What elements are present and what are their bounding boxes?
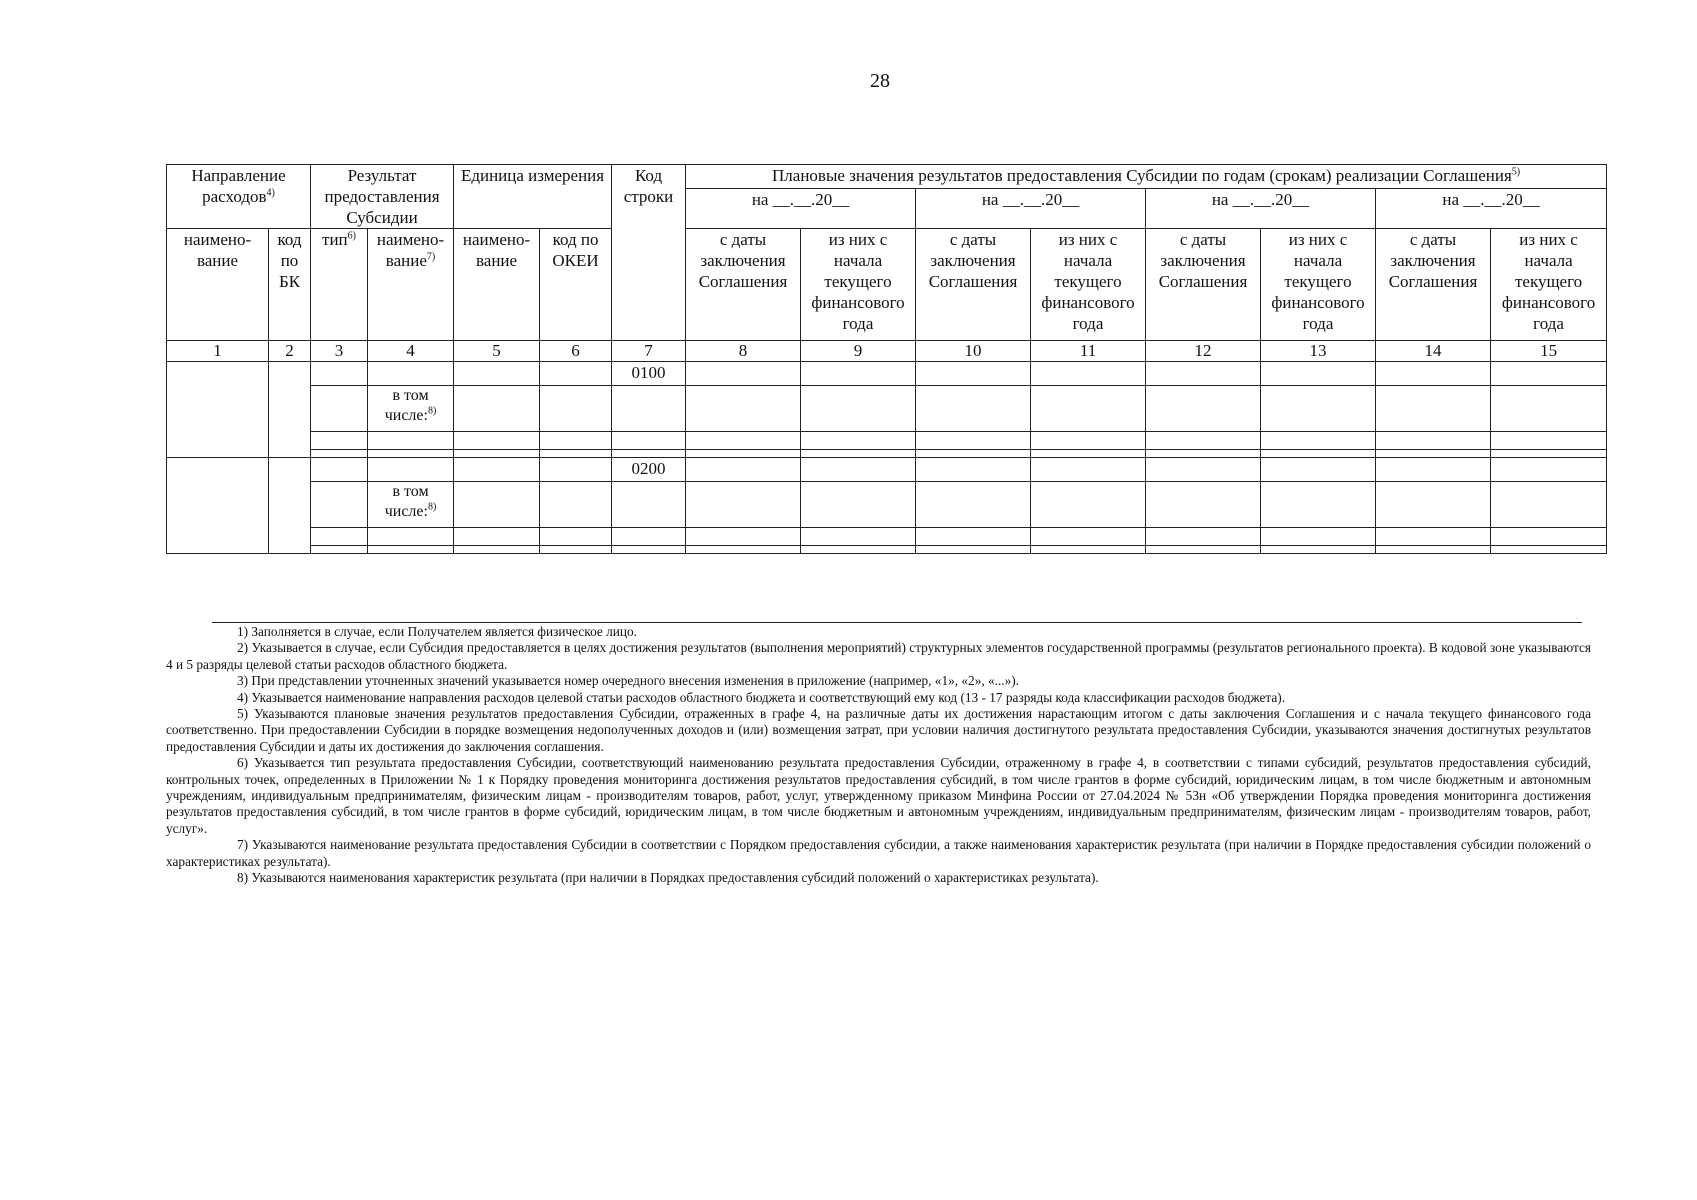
value-cell	[1376, 432, 1491, 450]
column-number: 8	[686, 341, 801, 362]
value-cell	[686, 386, 801, 432]
period-header-3: на __.__.20__	[1146, 189, 1376, 229]
value-cell	[1031, 450, 1146, 458]
header-direction: Направление расходов$^{4)}$	[167, 165, 311, 229]
value-cell	[686, 546, 801, 554]
value-cell	[1376, 482, 1491, 528]
subheader-result-name: наимено-вание$^{7)}$	[368, 229, 454, 341]
subheader-since-agreement-2: с даты заключения Соглашения	[916, 229, 1031, 341]
unit-code-cell	[540, 386, 612, 432]
header-planned-values: Плановые значения результатов предоставления Субсидии по годам (срокам) реализации Соглашения$^{5)}$	[686, 165, 1607, 189]
period-header-4: на __.__.20__	[1376, 189, 1607, 229]
result-type-cell	[311, 546, 368, 554]
value-cell	[916, 528, 1031, 546]
value-cell	[1376, 450, 1491, 458]
value-cell	[1146, 528, 1261, 546]
result-name-cell	[368, 432, 454, 450]
including-label: в том числе:$^{8)}$	[368, 386, 454, 432]
value-cell	[1031, 528, 1146, 546]
value-cell	[1491, 546, 1607, 554]
value-cell	[801, 458, 916, 482]
column-number: 12	[1146, 341, 1261, 362]
value-cell	[916, 546, 1031, 554]
result-type-cell	[311, 386, 368, 432]
header-unit: Единица измерения	[454, 165, 612, 229]
footnote-2: 2) Указывается в случае, если Субсидия предоставляется в целях достижения результатов (выполнения мероприятий) структурных элементов государственной программы (результатов регионального проекта). В кодовой зоне указываются 4 и 5 разряды целевой статьи расходов областного бюджета.	[166, 640, 1591, 672]
column-number: 15	[1491, 341, 1607, 362]
value-cell	[686, 528, 801, 546]
value-cell	[1031, 386, 1146, 432]
row-code-0100: 0100	[612, 362, 686, 386]
value-cell	[1261, 432, 1376, 450]
period-header-2: на __.__.20__	[916, 189, 1146, 229]
unit-code-cell	[540, 528, 612, 546]
subheader-unit-code: код по ОКЕИ	[540, 229, 612, 341]
unit-name-cell	[454, 362, 540, 386]
subheader-result-type: тип$^{6)}$	[311, 229, 368, 341]
value-cell	[916, 386, 1031, 432]
value-cell	[1031, 546, 1146, 554]
value-cell	[1261, 450, 1376, 458]
value-cell	[1031, 458, 1146, 482]
result-type-cell	[311, 432, 368, 450]
unit-name-cell	[454, 546, 540, 554]
unit-code-cell	[540, 458, 612, 482]
page-number: 28	[870, 70, 890, 92]
footnote-3: 3) При представлении уточненных значений указывается номер очередного внесения изменения в приложение (например, «1», «2», «...»).	[237, 673, 1020, 689]
value-cell	[1261, 528, 1376, 546]
footnote-8: 8) Указываются наименования характеристик результата (при наличии в Порядках предоставления субсидий положений о характеристиках результата).	[237, 870, 1099, 886]
row-code-cell	[612, 546, 686, 554]
including-label: в том числе:$^{8)}$	[368, 482, 454, 528]
value-cell	[686, 482, 801, 528]
value-cell	[801, 482, 916, 528]
table-row	[167, 450, 1607, 458]
result-name-cell	[368, 528, 454, 546]
unit-name-cell	[454, 458, 540, 482]
unit-code-cell	[540, 432, 612, 450]
value-cell	[916, 450, 1031, 458]
value-cell	[1491, 482, 1607, 528]
result-type-cell	[311, 362, 368, 386]
value-cell	[1376, 458, 1491, 482]
row-code-cell	[612, 432, 686, 450]
result-name-cell	[368, 458, 454, 482]
direction-code-cell	[269, 458, 311, 554]
table-row	[167, 528, 1607, 546]
footnote-1: 1) Заполняется в случае, если Получателем является физическое лицо.	[237, 624, 637, 639]
value-cell	[916, 432, 1031, 450]
column-number: 13	[1261, 341, 1376, 362]
value-cell	[1491, 386, 1607, 432]
value-cell	[916, 482, 1031, 528]
footnote-separator	[212, 622, 1582, 623]
value-cell	[1146, 386, 1261, 432]
subheader-since-year-3: из них с начала текущего финансового года	[1261, 229, 1376, 341]
value-cell	[1146, 458, 1261, 482]
value-cell	[1031, 362, 1146, 386]
direction-name-cell	[167, 458, 269, 554]
value-cell	[1491, 528, 1607, 546]
column-number: 6	[540, 341, 612, 362]
column-number: 2	[269, 341, 311, 362]
column-number: 10	[916, 341, 1031, 362]
table-row	[167, 386, 1607, 432]
row-code-cell	[612, 482, 686, 528]
result-type-cell	[311, 482, 368, 528]
table-row	[167, 546, 1607, 554]
value-cell	[1491, 458, 1607, 482]
value-cell	[1261, 362, 1376, 386]
value-cell	[801, 362, 916, 386]
result-name-cell	[368, 546, 454, 554]
row-code-cell	[612, 386, 686, 432]
value-cell	[1261, 386, 1376, 432]
column-number: 11	[1031, 341, 1146, 362]
unit-name-cell	[454, 386, 540, 432]
footnote-6: 6) Указывается тип результата предоставления Субсидии, соответствующий наименованию результата предоставления Субсидии, отраженному в графе 4, в соответствии с типами субсидий, результатов предоставления субсидий, контрольных точек, определенных в Приложении № 1 к Порядку проведения мониторинга достижения результатов предоставления субсидий, в том числе грантов в форме субсидий, юридическим лицам, в том числе бюджетным и автономным учреждениям, индивидуальным предпринимателям, физическим лицам - производителям товаров, работ, услуг, утвержденному приказом Минфина России от 27.04.2024 № 53н «Об утверждении Порядка проведения мониторинга достижения результатов предоставления субсидий, в том числе грантов в форме субсидий, юридическим лицам, в том числе бюджетным и автономным учреждениям, индивидуальным предпринимателям, физическим лицам - производителям товаров, работ, услуг».	[166, 755, 1591, 836]
unit-name-cell	[454, 528, 540, 546]
footnote-5: 5) Указываются плановые значения результатов предоставления Субсидии, отраженных в графе 4, на различные даты их достижения нарастающим итогом с даты заключения Соглашения и с начала текущего финансового года соответственно. При предоставлении Субсидии в порядке возмещения недополученных доходов и (или) возмещения затрат, при условии наличия достигнутого результата предоставления Субсидии, указываются значения достигнутых результатов предоставления Субсидии и даты их достижения до заключения соглашения.	[166, 706, 1591, 754]
direction-name-cell	[167, 362, 269, 458]
column-numbers-row	[167, 341, 1607, 362]
result-type-cell	[311, 458, 368, 482]
period-header-1: на __.__.20__	[686, 189, 916, 229]
value-cell	[1491, 432, 1607, 450]
table-row	[167, 482, 1607, 528]
value-cell	[1376, 386, 1491, 432]
value-cell	[1146, 362, 1261, 386]
unit-code-cell	[540, 546, 612, 554]
value-cell	[1031, 432, 1146, 450]
subheader-since-year-2: из них с начала текущего финансового года	[1031, 229, 1146, 341]
value-cell	[1146, 450, 1261, 458]
footnote-4: 4) Указывается наименование направления расходов целевой статьи расходов областного бюджета и соответствующий ему код (13 - 17 разряды кода классификации расходов бюджета).	[237, 689, 1286, 705]
result-name-cell	[368, 450, 454, 458]
subheader-since-year-1: из них с начала текущего финансового года	[801, 229, 916, 341]
column-number: 7	[612, 341, 686, 362]
column-number: 4	[368, 341, 454, 362]
planned-values-table	[166, 164, 1607, 554]
value-cell	[1146, 432, 1261, 450]
column-number: 14	[1376, 341, 1491, 362]
value-cell	[1376, 362, 1491, 386]
unit-name-cell	[454, 432, 540, 450]
column-number: 3	[311, 341, 368, 362]
table-row	[167, 458, 1607, 482]
column-number: 5	[454, 341, 540, 362]
table-row	[167, 432, 1607, 450]
header-row-code: Код строки	[612, 165, 686, 341]
value-cell	[686, 362, 801, 386]
row-code-cell	[612, 450, 686, 458]
unit-code-cell	[540, 362, 612, 386]
row-code-0200: 0200	[612, 458, 686, 482]
subheader-direction-name: наимено-вание	[167, 229, 269, 341]
subheader-unit-name: наимено-вание	[454, 229, 540, 341]
value-cell	[801, 386, 916, 432]
unit-name-cell	[454, 450, 540, 458]
value-cell	[686, 450, 801, 458]
value-cell	[686, 458, 801, 482]
footnote-7: 7) Указываются наименование результата предоставления Субсидии в соответствии с Порядком предоставления субсидии, а также наименования характеристик результата (при наличии в Порядке предоставления субсидии положений о характеристиках результата).	[166, 837, 1591, 869]
value-cell	[916, 362, 1031, 386]
unit-code-cell	[540, 450, 612, 458]
value-cell	[916, 458, 1031, 482]
subheader-since-agreement-1: с даты заключения Соглашения	[686, 229, 801, 341]
value-cell	[1376, 528, 1491, 546]
value-cell	[1261, 458, 1376, 482]
subheader-since-agreement-4: с даты заключения Соглашения	[1376, 229, 1491, 341]
subheader-direction-code: код по БК	[269, 229, 311, 341]
column-number: 1	[167, 341, 269, 362]
result-type-cell	[311, 528, 368, 546]
row-code-cell	[612, 528, 686, 546]
subheader-since-agreement-3: с даты заключения Соглашения	[1146, 229, 1261, 341]
table-row	[167, 362, 1607, 386]
value-cell	[686, 432, 801, 450]
direction-code-cell	[269, 362, 311, 458]
value-cell	[1376, 546, 1491, 554]
unit-name-cell	[454, 482, 540, 528]
value-cell	[801, 546, 916, 554]
unit-code-cell	[540, 482, 612, 528]
value-cell	[1146, 546, 1261, 554]
column-number: 9	[801, 341, 916, 362]
result-type-cell	[311, 450, 368, 458]
value-cell	[1491, 362, 1607, 386]
value-cell	[1031, 482, 1146, 528]
value-cell	[1146, 482, 1261, 528]
value-cell	[1261, 482, 1376, 528]
value-cell	[801, 450, 916, 458]
footnotes	[166, 624, 1591, 887]
value-cell	[801, 528, 916, 546]
subheader-since-year-4: из них с начала текущего финансового года	[1491, 229, 1607, 341]
header-result: Результат предоставления Субсидии	[311, 165, 454, 229]
result-name-cell	[368, 362, 454, 386]
value-cell	[1491, 450, 1607, 458]
value-cell	[801, 432, 916, 450]
value-cell	[1261, 546, 1376, 554]
